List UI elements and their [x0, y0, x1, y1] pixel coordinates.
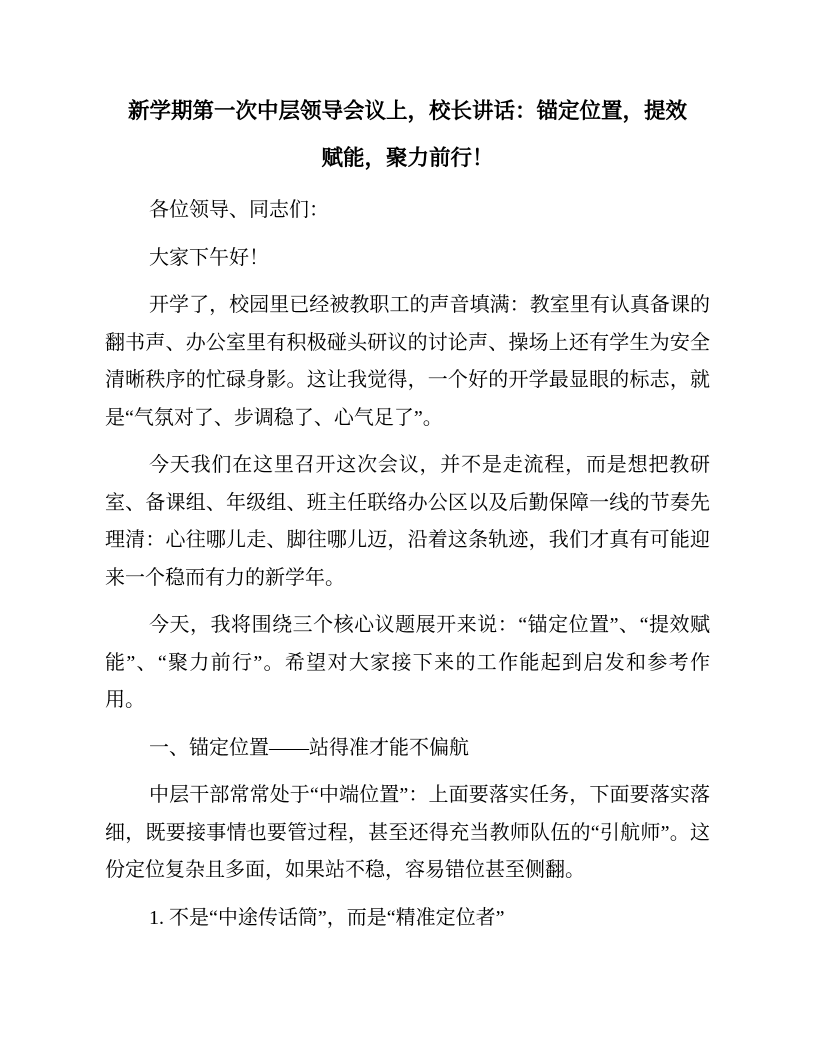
- document-title: 新学期第一次中层领导会议上，校长讲话：锚定位置，提效赋能，聚力前行！: [127, 99, 687, 170]
- paragraph-salutation: 各位领导、同志们：: [149, 199, 329, 221]
- paragraph-meeting-purpose: 今天我们在这里召开这次会议，并不是走流程，而是想把教研室、备课组、年级组、班主任联络办公区以及后勤保障一线的节奏先理清：心往哪儿走、脚往哪儿迈，沿着这条轨迹，我们才真有可能迎来一个稳而有力的新学年。: [105, 454, 710, 589]
- paragraph-three-topics: 今天，我将围绕三个核心议题展开来说：“锚定位置”、“提效赋能”、“聚力前行”。希望对大家接下来的工作能起到启发和参考作用。: [105, 614, 710, 711]
- paragraph-opening-scene: 开学了，校园里已经被教职工的声音填满：教室里有认真备课的翻书声、办公室里有积极碰头研议的讨论声、操场上还有学生为安全清晰秩序的忙碌身影。这让我觉得，一个好的开学最显眼的标志，就是“气氛对了、步调稳了、心气足了”。: [105, 294, 710, 429]
- paragraph-greeting: 大家下午好！: [149, 246, 269, 269]
- section-heading-anchor-position: 一、锚定位置——站得准才能不偏航: [149, 736, 469, 759]
- numbered-point-precise-positioner: 1. 不是“中途传话筒”，而是“精准定位者”: [149, 906, 505, 929]
- paragraph-middle-cadre-role: 中层干部常常处于“中端位置”：上面要落实任务，下面要落实落细，既要接事情也要管过程，甚至还得充当教师队伍的“引航师”。这份定位复杂且多面，如果站不稳，容易错位甚至侧翻。: [105, 784, 710, 881]
